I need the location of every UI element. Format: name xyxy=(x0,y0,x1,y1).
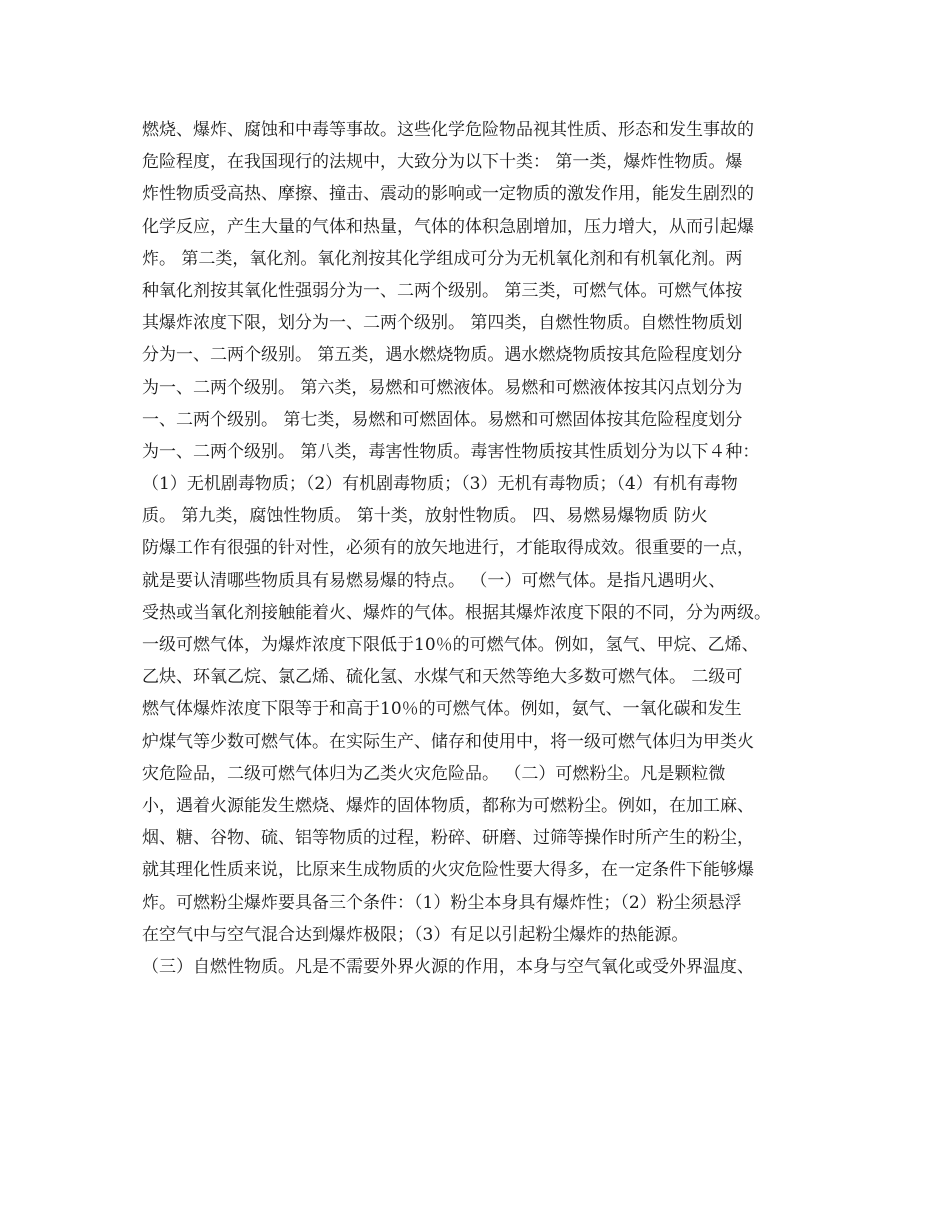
text-line: 烟、糖、谷物、硫、铝等物质的过程，粉碎、研磨、过筛等操作时所产生的粉尘， xyxy=(142,828,754,849)
text-line: 化学反应，产生大量的气体和热量，气体的体积急剧增加，压力增大，从而引起爆 xyxy=(142,216,754,237)
text-line: 炸性物质受高热、摩擦、撞击、震动的影响或一定物质的激发作用，能发生剧烈的 xyxy=(142,184,754,205)
text-line: 小，遇着火源能发生燃烧、爆炸的固体物质，都称为可燃粉尘。例如，在加工麻、 xyxy=(142,795,754,816)
text-line: 燃烧、爆炸、腐蚀和中毒等事故。这些化学危险物品视其性质、形态和发生事故的 xyxy=(142,120,754,140)
text-line: 炸。 第二类，氧化剂。氧化剂按其化学组成可分为无机氧化剂和有机氧化剂。两 xyxy=(142,248,743,269)
text-line: 燃气体爆炸浓度下限等于和高于10％的可燃气体。例如，氨气、一氧化碳和发生 xyxy=(142,699,742,720)
text-line: （1）无机剧毒物质；（2）有机剧毒物质；（3）无机有毒物质；（4）有机有毒物 xyxy=(142,474,738,495)
text-line: 为一、二两个级别。 第八类，毒害性物质。毒害性物质按其性质划分为以下４种： xyxy=(142,441,760,462)
text-line: 受热或当氧化剂接触能着火、爆炸的气体。根据其爆炸浓度下限的不同，分为两级。 xyxy=(142,602,771,623)
text-line: 炉煤气等少数可燃气体。在实际生产、储存和使用中，将一级可燃气体归为甲类火 xyxy=(142,731,754,752)
text-line: 分为一、二两个级别。 第五类，遇水燃烧物质。遇水燃烧物质按其危险程度划分 xyxy=(142,345,743,366)
text-line: 就其理化性质来说，比原来生成物质的火灾危险性要大得多，在一定条件下能够爆 xyxy=(142,860,754,881)
text-line: 一、二两个级别。 第七类，易燃和可燃固体。易燃和可燃固体按其危险程度划分 xyxy=(142,409,743,430)
text-line: 灾危险品，二级可燃气体归为乙类火灾危险品。 （二）可燃粉尘。凡是颗粒微 xyxy=(142,763,726,784)
text-line: 乙炔、环氧乙烷、氯乙烯、硫化氢、水煤气和天然等绝大多数可燃气体。 二级可 xyxy=(142,667,743,688)
text-line: 其爆炸浓度下限，划分为一、二两个级别。 第四类，自燃性物质。自燃性物质划 xyxy=(142,313,743,334)
text-line: 为一、二两个级别。 第六类，易燃和可燃液体。易燃和可燃液体按其闪点划分为 xyxy=(142,377,743,398)
text-line: 就是要认清哪些物质具有易燃易爆的特点。 （一）可燃气体。是指凡遇明火、 xyxy=(142,570,726,591)
body-text xyxy=(142,114,832,983)
text-line: 危险程度，在我国现行的法规中，大致分为以下十类： 第一类，爆炸性物质。爆 xyxy=(142,152,743,173)
text-line: 防爆工作有很强的针对性，必须有的放矢地进行，才能取得成效。很重要的一点， xyxy=(142,538,754,559)
text-line: 种氧化剂按其氧化性强弱分为一、二两个级别。 第三类，可燃气体。可燃气体按 xyxy=(142,280,743,301)
text-line: 在空气中与空气混合达到爆炸极限；（3）有足以引起粉尘爆炸的热能源。 xyxy=(142,924,689,945)
text-line: （三）自燃性物质。凡是不需要外界火源的作用，本身与空气氧化或受外界温度、 xyxy=(142,956,754,977)
text-line: 炸。可燃粉尘爆炸要具备三个条件：（1）粉尘本身具有爆炸性；（2）粉尘须悬浮 xyxy=(142,892,742,913)
text-line: 一级可燃气体，为爆炸浓度下限低于10％的可燃气体。例如，氢气、甲烷、乙烯、 xyxy=(142,635,759,655)
text-line: 质。 第九类，腐蚀性物质。 第十类，放射性物质。 四、易燃易爆物质 防火 xyxy=(142,506,708,527)
